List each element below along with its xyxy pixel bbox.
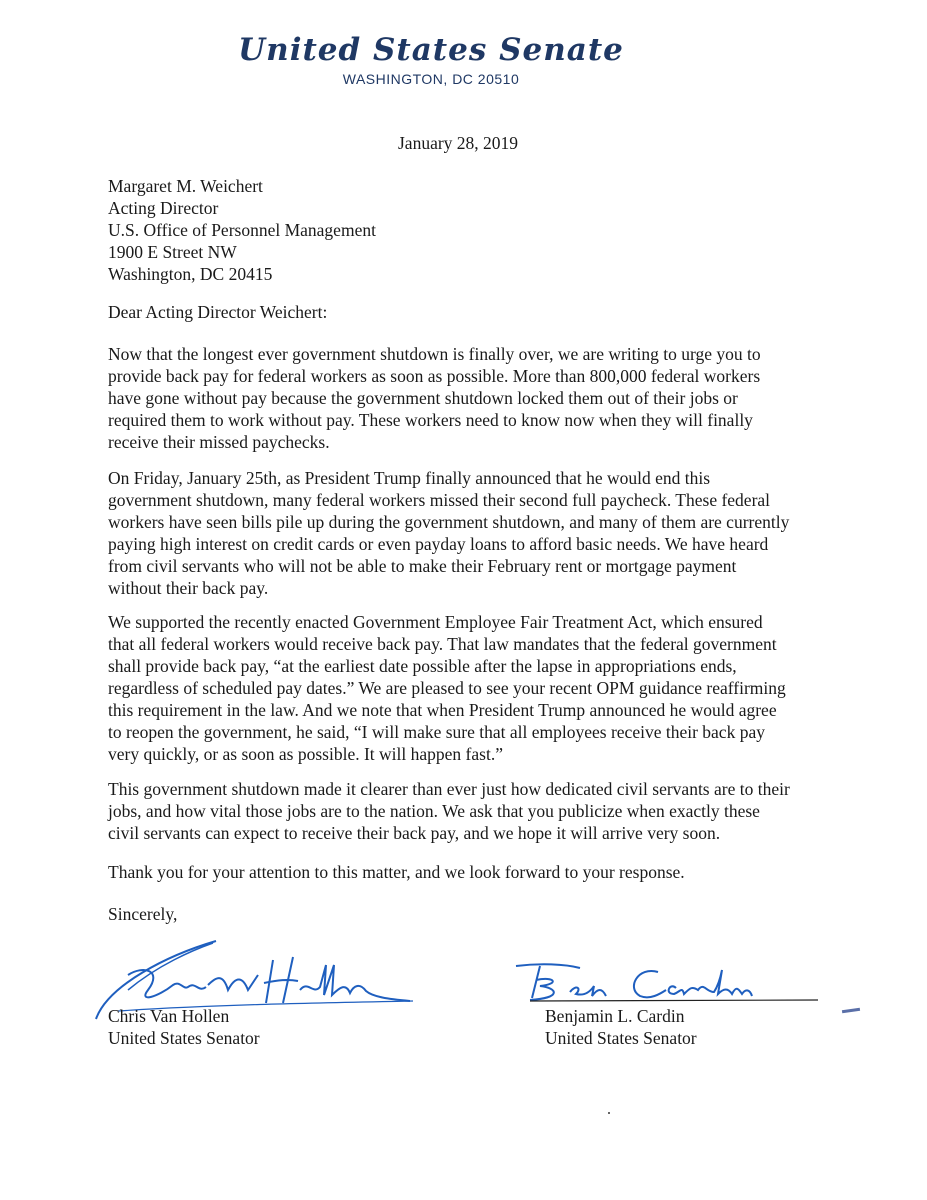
paragraph-line: jobs, and how vital those jobs are to the nation. We ask that you publicize when exactly these — [108, 801, 760, 821]
paragraph-line: government shutdown, many federal workers missed their second full paycheck. These federal — [108, 490, 771, 510]
paragraph-line: without their back pay. — [108, 578, 269, 598]
recipient-line: Margaret M. Weichert — [108, 176, 263, 196]
paragraph-line: to reopen the government, he said, “I will make sure that all employees receive their back pay — [108, 722, 765, 742]
paragraph — [108, 343, 868, 453]
paragraph-line: On Friday, January 25th, as President Trump finally announced that he would end this — [108, 468, 711, 488]
paragraph-line: have gone without pay because the government shutdown locked them out of their jobs or — [108, 388, 738, 408]
recipient-line: 1900 E Street NW — [108, 242, 237, 262]
recipient-line: U.S. Office of Personnel Management — [108, 220, 376, 240]
paragraph — [108, 467, 868, 599]
recipient-line: Acting Director — [108, 198, 219, 218]
paragraph-line: paying high interest on credit cards or even payday loans to afford basic needs. We have heard — [108, 534, 769, 554]
letter-date: January 28, 2019 — [398, 133, 519, 153]
paragraph-line: civil servants can expect to receive their back pay, and we hope it will arrive very soon. — [108, 823, 721, 843]
paragraph-line: This government shutdown made it clearer than ever just how dedicated civil servants are to their — [108, 779, 790, 799]
paragraph-line: this requirement in the law. And we note that when President Trump announced he would agree — [108, 700, 777, 720]
paragraph-line: very quickly, or as soon as possible. It will happen fast.” — [108, 744, 503, 764]
paragraph — [108, 611, 868, 765]
ink-mark — [842, 1008, 860, 1013]
recipient-address — [108, 175, 868, 285]
letterhead-title: United States Senate — [238, 32, 624, 68]
paragraph — [108, 778, 868, 844]
paragraph-line: receive their missed paychecks. — [108, 432, 330, 452]
paragraph-line: from civil servants who will not be able to make their February rent or mortgage payment — [108, 556, 737, 576]
signer-title: United States Senator — [545, 1028, 697, 1048]
paragraph-line: provide back pay for federal workers as soon as possible. More than 800,000 federal workers — [108, 366, 761, 386]
signer-name: Benjamin L. Cardin — [545, 1006, 685, 1026]
paragraph-line: shall provide back pay, “at the earliest date possible after the lapse in appropriations ends, — [108, 656, 737, 676]
paragraph-line: regardless of scheduled pay dates.” We are pleased to see your recent OPM guidance reaffirming — [108, 678, 786, 698]
letterhead — [0, 32, 862, 87]
signer-title: United States Senator — [108, 1028, 260, 1048]
ink-dot — [608, 1112, 610, 1114]
paragraph — [108, 861, 868, 883]
signature-block-cardin — [545, 1005, 697, 1049]
salutation: Dear Acting Director Weichert: — [108, 302, 328, 322]
recipient-line: Washington, DC 20415 — [108, 264, 273, 284]
signer-name: Chris Van Hollen — [108, 1006, 230, 1026]
signature-block-van-hollen — [108, 1005, 260, 1049]
closing: Sincerely, — [108, 904, 178, 924]
signature-cardin — [510, 958, 820, 1008]
letterhead-address: WASHINGTON, DC 20510 — [342, 71, 520, 87]
paragraph-line: workers have seen bills pile up during the government shutdown, and many of them are currently — [108, 512, 790, 532]
paragraph-line: required them to work without pay. These workers need to know now when they will finally — [108, 410, 753, 430]
paragraph-line: Now that the longest ever government shutdown is finally over, we are writing to urge you to — [108, 344, 761, 364]
paragraph-line: Thank you for your attention to this matter, and we look forward to your response. — [108, 862, 685, 882]
paragraph-line: We supported the recently enacted Government Employee Fair Treatment Act, which ensured — [108, 612, 763, 632]
paragraph-line: that all federal workers would receive back pay. That law mandates that the federal government — [108, 634, 777, 654]
